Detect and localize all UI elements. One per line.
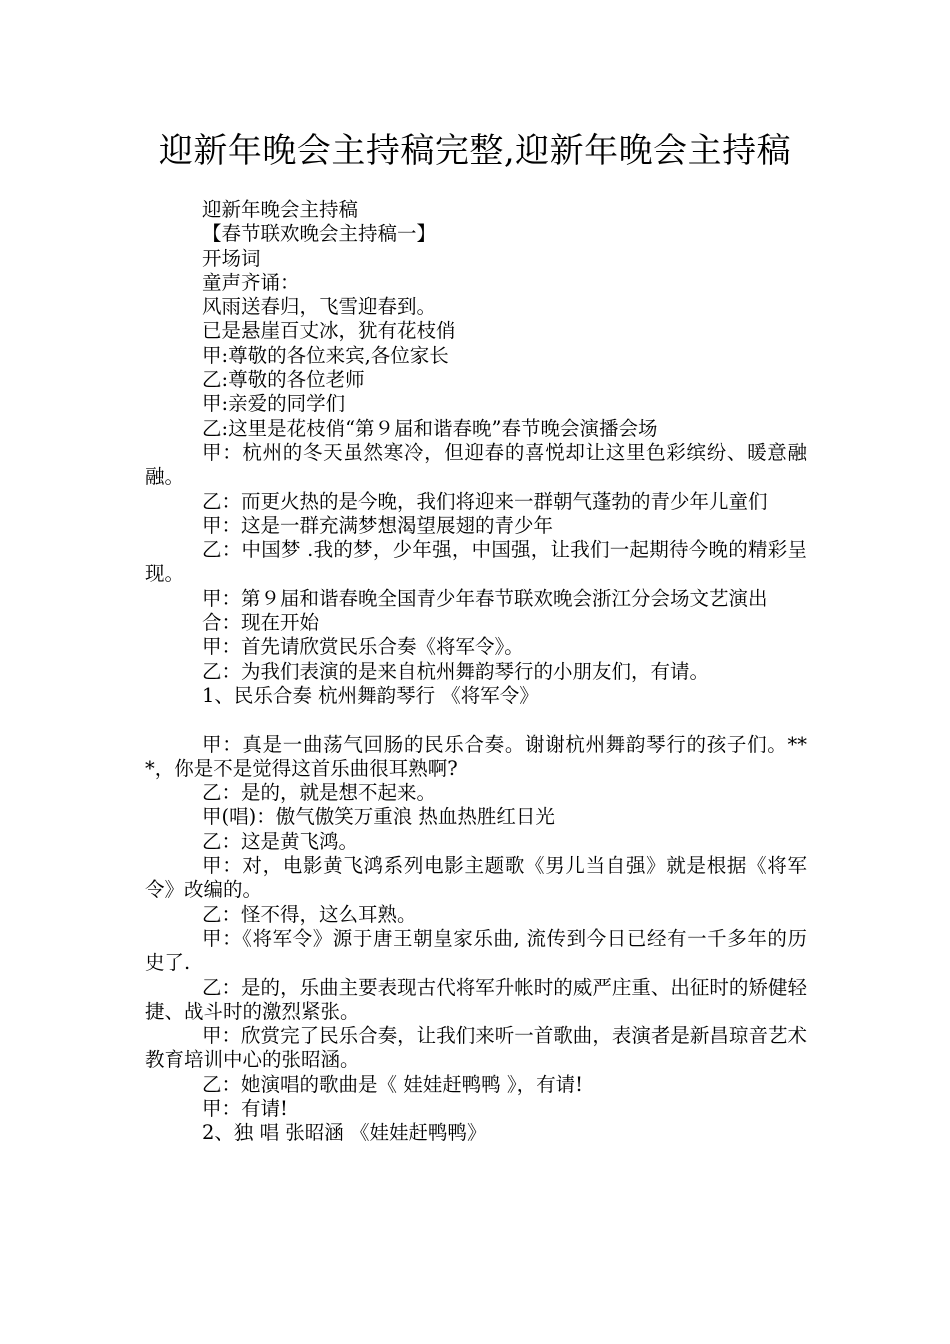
paragraph: 迎新年晚会主持稿 [202, 198, 359, 221]
paragraph: 甲：对，电影黄飞鸿系列电影主题歌《男儿当自强》就是根据《将军令》改编的。 [145, 854, 807, 902]
paragraph: 甲：杭州的冬天虽然寒冷，但迎春的喜悦却让这里色彩缤纷、暖意融融。 [145, 440, 807, 489]
paragraph: 【春节联欢晚会主持稿一】 [202, 222, 437, 246]
paragraph: 合：现在开始 [202, 611, 320, 635]
paragraph: 甲：第９届和谐春晚全国青少年春节联欢晚会浙江分会场文艺演出 [202, 586, 768, 610]
paragraph: 乙：她演唱的歌曲是《 娃娃赶鸭鸭 》，有请! [202, 1072, 583, 1096]
paragraph: 乙：为我们表演的是来自杭州舞韵琴行的小朋友们，有请。 [202, 659, 710, 683]
blank-line [145, 708, 807, 732]
paragraph: 甲：首先请欣赏民乐合奏《将军令》。 [202, 635, 524, 659]
paragraph: 甲：这是一群充满梦想渴望展翅的青少年 [202, 513, 554, 537]
paragraph: 已是悬崖百丈冰，犹有花枝俏 [202, 319, 456, 343]
paragraph: 乙：中国梦 .我的梦，少年强，中国强，让我们一起期待今晚的精彩呈现。 [145, 538, 807, 586]
paragraph: 甲:亲爱的同学们 [202, 392, 346, 416]
paragraph: 甲:尊敬的各位来宾,各位家长 [202, 343, 449, 367]
paragraph: 乙：是的，乐曲主要表现古代将军升帐时的威严庄重、出征时的矫健轻捷、战斗时的激烈紧张。 [145, 975, 807, 1023]
paragraph: 乙：怪不得，这么耳熟。 [202, 902, 417, 926]
paragraph: 甲(唱)：傲气傲笑万重浪 热血热胜红日光 [202, 805, 555, 829]
document-title: 迎新年晚会主持稿完整,迎新年晚会主持稿 [158, 131, 792, 171]
paragraph: 乙：这是黄飞鸿。 [202, 829, 359, 853]
paragraph: 2、独 唱 张昭涵 《娃娃赶鸭鸭》 [202, 1121, 487, 1145]
paragraph: 风雨送春归，飞雪迎春到。 [202, 295, 437, 319]
document-body [145, 198, 807, 1146]
paragraph: 甲：真是一曲荡气回肠的民乐合奏。谢谢杭州舞韵琴行的孩子们。***，你是不是觉得这首乐曲很耳熟啊? [145, 732, 807, 780]
paragraph: 乙：而更火热的是今晚，我们将迎来一群朝气蓬勃的青少年儿童们 [202, 489, 768, 513]
paragraph: 甲：欣赏完了民乐合奏，让我们来听一首歌曲，表演者是新昌琼音艺术教育培训中心的张昭涵。 [145, 1024, 807, 1072]
paragraph: 童声齐诵： [202, 270, 300, 294]
paragraph: 开场词 [202, 246, 261, 270]
paragraph: 乙:这里是花枝俏“第９届和谐春晚”春节晚会演播会场 [202, 416, 658, 440]
paragraph: 甲：有请! [202, 1096, 288, 1120]
paragraph: 1、民乐合奏 杭州舞韵琴行 《将军令》 [202, 683, 539, 707]
paragraph: 甲：《将军令》源于唐王朝皇家乐曲, 流传到今日已经有一千多年的历史了. [145, 926, 807, 975]
paragraph: 乙：是的，就是想不起来。 [202, 781, 437, 805]
paragraph: 乙:尊敬的各位老师 [202, 368, 365, 392]
